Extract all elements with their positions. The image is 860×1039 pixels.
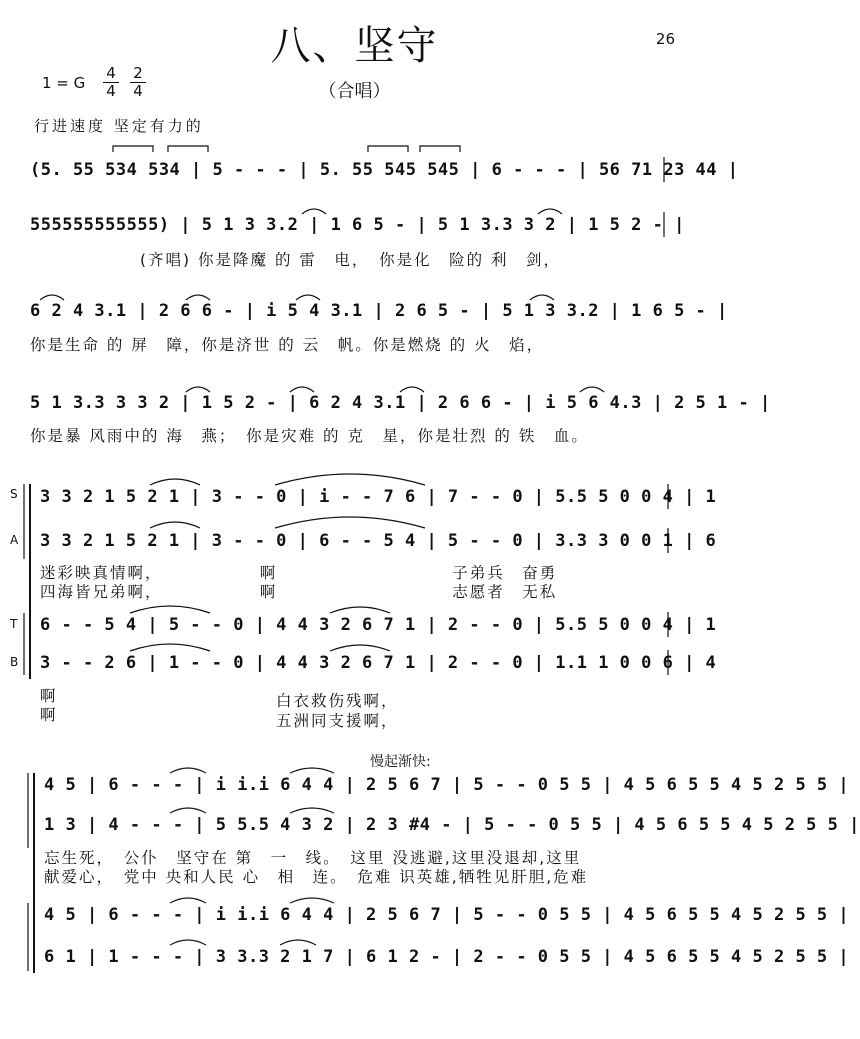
meter-top: 4: [106, 64, 116, 82]
slur: [275, 474, 425, 485]
sa-lyric-2: 四海皆兄弟啊， 啊 志愿者 无私: [40, 583, 558, 601]
slur: [400, 387, 424, 392]
slur: [150, 522, 200, 528]
meter-bottom: 4: [106, 82, 116, 100]
voice-label-b: B: [10, 655, 19, 669]
tempo-change-marking: 慢起渐快:: [370, 754, 431, 770]
alto-line-1: 3 3 2 1 5 2 1 | 3 - - 0 | 6 - - 5 4 | 5 - - 0 | 3.3 3 0 0 1 | 6: [40, 531, 717, 551]
slur: [290, 387, 314, 392]
bass-line-1: 3 - - 2 6 | 1 - - 0 | 4 4 3 2 6 7 1 | 2 - - 0 | 1.1 1 0 0 6 | 4: [40, 653, 717, 673]
key-signature: 1 = G: [42, 74, 86, 92]
slur: [275, 517, 425, 528]
unison-line-1: (5. 55 534 534 | 5 - - - | 5. 55 545 545 | 6 - - - | 56 71 23 44 |: [30, 160, 739, 180]
slur: [580, 387, 604, 392]
slur: [280, 940, 316, 945]
triplet-bracket: [368, 146, 408, 152]
tempo-marking: 行进速度 坚定有力的: [34, 117, 204, 135]
meter-top: 2: [133, 64, 143, 82]
tb-lyric-1: 白衣救伤残啊，: [276, 692, 399, 710]
slur: [170, 940, 206, 945]
page-number: 26: [655, 30, 675, 48]
tenor-line-2: 4 5 | 6 - - - | i i.i 6 4 4 | 2 5 6 7 | 5 - - 0 5 5 | 4 5 6 5 5 4 5 2 5 5 |: [44, 905, 850, 925]
slur: [40, 295, 64, 300]
soprano-line-2: 4 5 | 6 - - - | i i.i 6 4 4 | 2 5 6 7 | 5 - - 0 5 5 | 4 5 6 5 5 4 5 2 5 5 |: [44, 775, 850, 795]
slur: [186, 295, 210, 300]
slur: [296, 295, 320, 300]
unison-lyric-2: (齐唱) 你是降魔 的 雷 电， 你是化 险的 利 剑，: [140, 251, 562, 269]
choir2-lyric-1: 忘生死， 公仆 坚守在 第 一 线。 这里 没逃避,这里没退却,这里: [44, 849, 582, 867]
voice-label-s: S: [10, 487, 18, 501]
slur: [170, 898, 206, 903]
bass-line-2: 6 1 | 1 - - - | 3 3.3 2 1 7 | 6 1 2 - | 2 - - 0 5 5 | 4 5 6 5 5 4 5 2 5 5 |: [44, 947, 850, 967]
slur: [130, 644, 210, 651]
tb-lyric-2: 五洲同支援啊，: [276, 712, 399, 730]
page-title: 八、坚守: [270, 23, 439, 69]
voice-label-a: A: [10, 533, 19, 547]
page-subtitle: （合唱）: [318, 81, 391, 102]
alto-line-2: 1 3 | 4 - - - | 5 5.5 4 3 2 | 2 3 #4 - | 5 - - 0 5 5 | 4 5 6 5 5 4 5 2 5 5 |: [44, 815, 860, 835]
unison-line-3: 6 2 4 3.1 | 2 6 6 - | i 5 4 3.1 | 2 6 5 - | 5 1 3 3.2 | 1 6 5 - |: [30, 301, 728, 321]
tb-lyric-a1: 啊: [40, 687, 58, 705]
slur: [130, 606, 210, 613]
slur: [302, 209, 326, 214]
slur: [290, 898, 334, 903]
meter-bottom: 4: [133, 82, 143, 100]
triplet-bracket: [168, 146, 208, 152]
slur: [150, 479, 200, 485]
triplet-bracket: [113, 146, 153, 152]
slur: [290, 768, 334, 773]
unison-line-2: 555555555555) | 5 1 3 3.2 | 1 6 5 - | 5 1 3.3 3 2 | 1 5 2 - |: [30, 215, 685, 235]
slur: [330, 645, 390, 651]
unison-line-4: 5 1 3.3 3 3 2 | 1 5 2 - | 6 2 4 3.1 | 2 6 6 - | i 5 6 4.3 | 2 5 1 - |: [30, 393, 771, 413]
sa-lyric-1: 迷彩映真情啊， 啊 子弟兵 奋勇: [40, 564, 558, 582]
slur: [170, 768, 206, 773]
slur: [186, 387, 210, 392]
soprano-line-1: 3 3 2 1 5 2 1 | 3 - - 0 | i - - 7 6 | 7 - - 0 | 5.5 5 0 0 4 | 1: [40, 487, 717, 507]
slur: [538, 209, 562, 214]
slur: [170, 808, 206, 813]
slur: [530, 295, 554, 300]
slur: [290, 808, 334, 813]
voice-label-t: T: [10, 617, 18, 631]
slur: [330, 607, 390, 613]
triplet-bracket: [420, 146, 460, 152]
choir2-lyric-2: 献爱心， 党中 央和人民 心 相 连。 危难 识英雄,牺牲见肝胆,危难: [44, 868, 589, 886]
unison-lyric-3: 你是生命 的 屏 障，你是济世 的 云 帆。你是燃烧 的 火 焰，: [30, 336, 545, 354]
unison-lyric-4: 你是暴 风雨中的 海 燕； 你是灾难 的 克 星，你是壮烈 的 铁 血。: [30, 427, 589, 445]
tenor-line-1: 6 - - 5 4 | 5 - - 0 | 4 4 3 2 6 7 1 | 2 - - 0 | 5.5 5 0 0 4 | 1: [40, 615, 717, 635]
tb-lyric-a2: 啊: [40, 706, 58, 724]
